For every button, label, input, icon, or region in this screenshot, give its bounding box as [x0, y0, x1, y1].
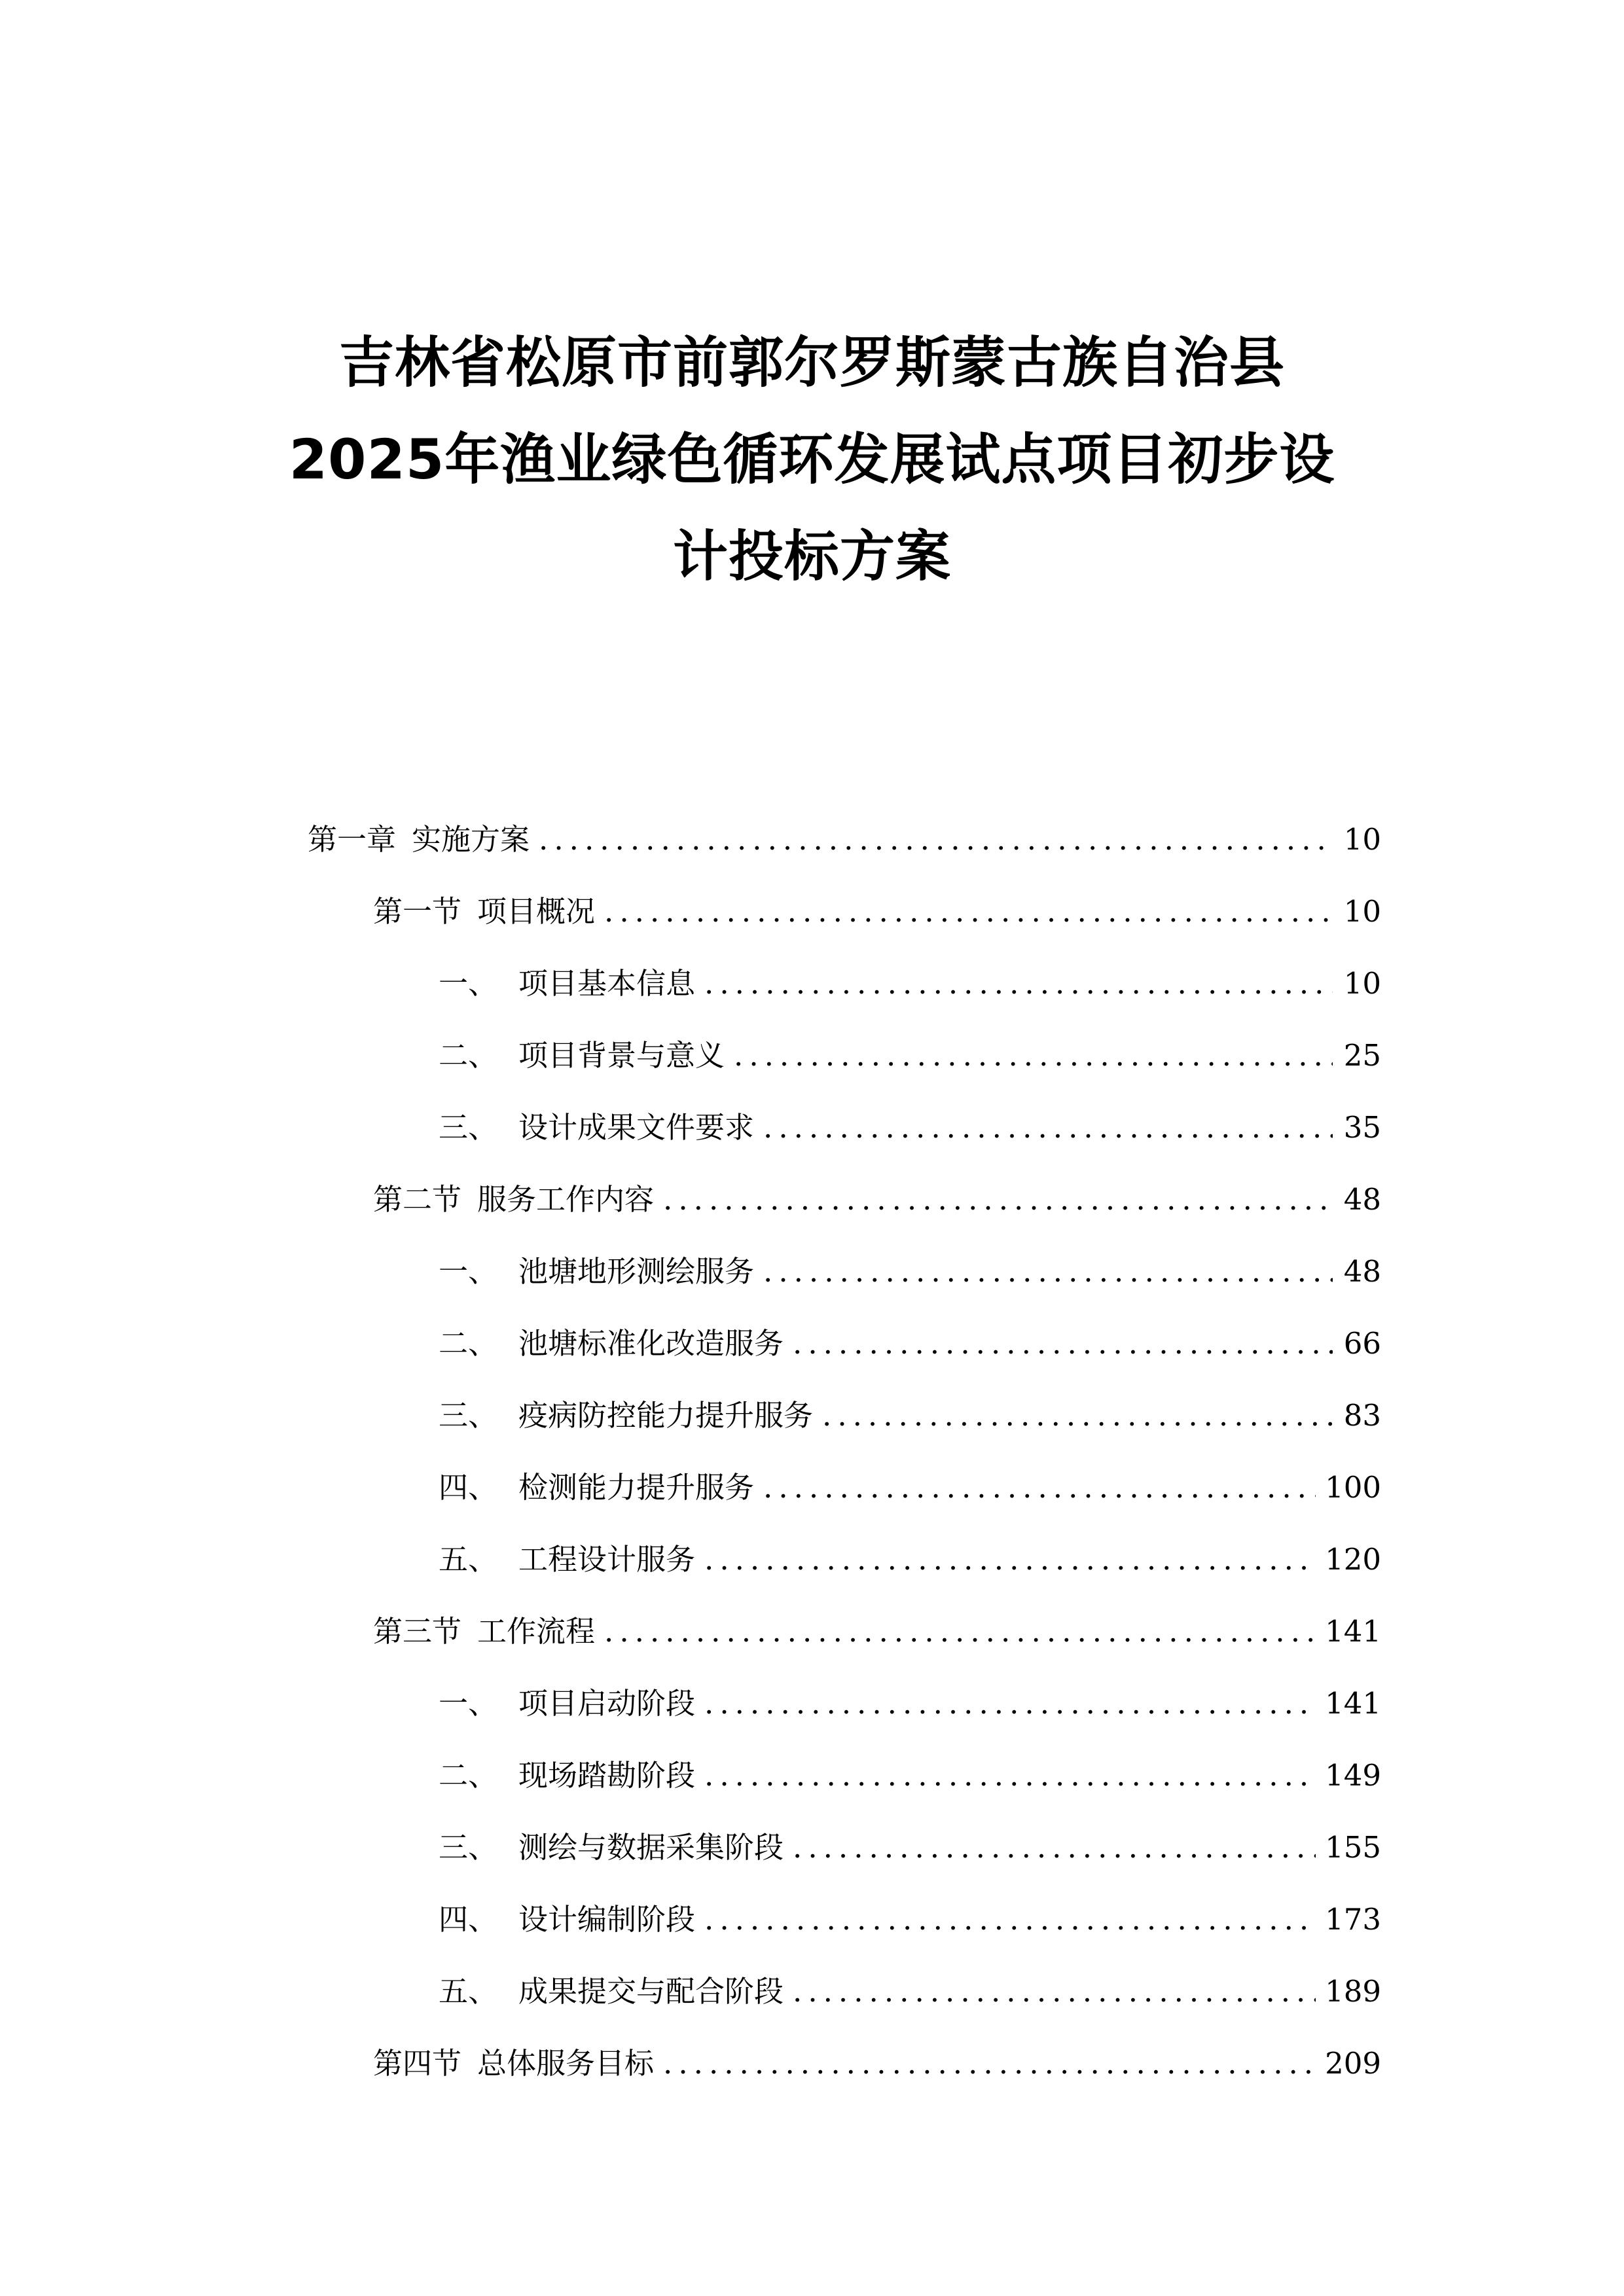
toc-entry-number: 四、 [439, 1902, 498, 1937]
toc-page-number: 189 [1325, 1974, 1381, 2009]
toc-entry-label [439, 1956, 784, 2028]
toc-entry-title: 测绘与数据采集阶段 [518, 1830, 784, 1865]
dot-leader [663, 2028, 1316, 2100]
toc-entry-number: 五、 [439, 1542, 498, 1577]
toc-entry-title: 工程设计服务 [518, 1542, 696, 1577]
toc-entry-label [373, 876, 595, 948]
toc-page-number: 120 [1325, 1542, 1381, 1577]
toc-page-number: 10 [1343, 966, 1381, 1001]
toc-entry-label [439, 1020, 725, 1092]
dot-leader [704, 948, 1333, 1020]
toc-entry-title: 疫病防控能力提升服务 [518, 1398, 814, 1433]
toc-entry-number: 一、 [439, 1254, 498, 1289]
toc-entry-title: 检测能力提升服务 [518, 1470, 755, 1505]
toc-entry[interactable] [308, 2028, 1381, 2100]
toc-page-number: 10 [1343, 894, 1381, 929]
toc-entry[interactable] [308, 1092, 1381, 1164]
toc-entry-title: 项目基本信息 [518, 966, 696, 1001]
toc-page-number: 209 [1325, 2046, 1381, 2081]
toc-entry-title: 池塘地形测绘服务 [518, 1254, 755, 1289]
dot-leader [604, 1596, 1316, 1668]
toc-entry-number: 第二节 [373, 1182, 462, 1217]
toc-entry-label [439, 1308, 784, 1380]
toc-entry-number: 二、 [439, 1758, 498, 1793]
toc-entry-number: 一、 [439, 1686, 498, 1721]
toc-entry-label [373, 2028, 654, 2100]
toc-entry[interactable] [308, 1164, 1381, 1236]
table-of-contents [308, 804, 1381, 2100]
toc-entry-label [439, 1452, 754, 1524]
toc-entry-label [439, 1236, 754, 1308]
toc-entry[interactable] [308, 1812, 1381, 1884]
toc-entry-label [439, 1380, 813, 1452]
toc-entry-number: 第一节 [373, 894, 462, 929]
dot-leader [704, 1524, 1316, 1596]
toc-entry[interactable] [308, 1740, 1381, 1812]
toc-entry-number: 四、 [439, 1470, 498, 1505]
toc-entry-number: 三、 [439, 1398, 498, 1433]
toc-page-number: 10 [1343, 822, 1381, 857]
toc-entry-number: 二、 [439, 1038, 498, 1073]
dot-leader [822, 1380, 1333, 1452]
title-line: 2025年渔业绿色循环发展试点项目初步设 [289, 427, 1335, 492]
toc-entry[interactable] [308, 804, 1381, 876]
dot-leader [663, 1164, 1333, 1236]
toc-entry-label [373, 1596, 595, 1668]
dot-leader [793, 1812, 1316, 1884]
toc-entry-title: 项目概况 [477, 894, 596, 929]
dot-leader [604, 876, 1333, 948]
toc-entry[interactable] [308, 1020, 1381, 1092]
toc-entry-label [439, 1740, 695, 1812]
toc-entry[interactable] [308, 1956, 1381, 2028]
toc-page-number: 173 [1325, 1902, 1381, 1937]
toc-entry-title: 总体服务目标 [477, 2046, 655, 2081]
toc-page-number: 35 [1343, 1110, 1381, 1145]
toc-entry-title: 成果提交与配合阶段 [518, 1974, 784, 2009]
toc-entry-label [439, 1524, 695, 1596]
toc-entry-title: 项目背景与意义 [518, 1038, 725, 1073]
toc-entry[interactable] [308, 1380, 1381, 1452]
document-title [0, 314, 1624, 605]
dot-leader [793, 1308, 1333, 1380]
toc-page-number: 141 [1325, 1686, 1381, 1721]
toc-entry-title: 实施方案 [412, 822, 530, 857]
toc-entry[interactable] [308, 1884, 1381, 1956]
toc-entry-label [439, 948, 695, 1020]
toc-page-number: 25 [1343, 1038, 1381, 1073]
dot-leader [763, 1236, 1333, 1308]
toc-page-number: 48 [1343, 1182, 1381, 1217]
toc-entry-number: 一、 [439, 966, 498, 1001]
dot-leader [734, 1020, 1333, 1092]
toc-entry-title: 项目启动阶段 [518, 1686, 696, 1721]
toc-entry-title: 现场踏勘阶段 [518, 1758, 696, 1793]
title-line: 计投标方案 [672, 524, 951, 588]
dot-leader [793, 1956, 1316, 2028]
toc-entry-label [373, 1164, 654, 1236]
toc-entry-number: 第一章 [308, 822, 397, 857]
toc-entry-number: 三、 [439, 1830, 498, 1865]
toc-entry-label [308, 804, 530, 876]
toc-entry-title: 设计编制阶段 [518, 1902, 696, 1937]
toc-entry[interactable] [308, 1308, 1381, 1380]
toc-entry-number: 第四节 [373, 2046, 462, 2081]
toc-entry-label [439, 1884, 695, 1956]
toc-entry-number: 第三节 [373, 1614, 462, 1649]
dot-leader [539, 804, 1333, 876]
toc-page-number: 66 [1343, 1326, 1381, 1361]
toc-page-number: 48 [1343, 1254, 1381, 1289]
toc-entry[interactable] [308, 1452, 1381, 1524]
toc-entry-number: 三、 [439, 1110, 498, 1145]
toc-entry-number: 二、 [439, 1326, 498, 1361]
toc-entry[interactable] [308, 948, 1381, 1020]
toc-page-number: 100 [1325, 1470, 1381, 1505]
toc-page-number: 155 [1325, 1830, 1381, 1865]
toc-entry-title: 服务工作内容 [477, 1182, 655, 1217]
dot-leader [763, 1452, 1316, 1524]
toc-entry-title: 工作流程 [477, 1614, 596, 1649]
toc-entry-title: 设计成果文件要求 [518, 1110, 755, 1145]
toc-entry-title: 池塘标准化改造服务 [518, 1326, 784, 1361]
toc-entry[interactable] [308, 1524, 1381, 1596]
title-line: 吉林省松原市前郭尔罗斯蒙古族自治县 [338, 331, 1285, 395]
toc-page-number: 83 [1343, 1398, 1381, 1433]
dot-leader [704, 1740, 1316, 1812]
toc-entry[interactable] [308, 1668, 1381, 1740]
dot-leader [704, 1884, 1316, 1956]
dot-leader [704, 1668, 1316, 1740]
dot-leader [763, 1092, 1333, 1164]
toc-entry-number: 五、 [439, 1974, 498, 2009]
toc-page-number: 141 [1325, 1614, 1381, 1649]
toc-entry[interactable] [308, 876, 1381, 948]
toc-entry-label [439, 1092, 754, 1164]
toc-entry-label [439, 1668, 695, 1740]
toc-page-number: 149 [1325, 1758, 1381, 1793]
toc-entry-label [439, 1812, 784, 1884]
toc-entry[interactable] [308, 1596, 1381, 1668]
toc-entry[interactable] [308, 1236, 1381, 1308]
